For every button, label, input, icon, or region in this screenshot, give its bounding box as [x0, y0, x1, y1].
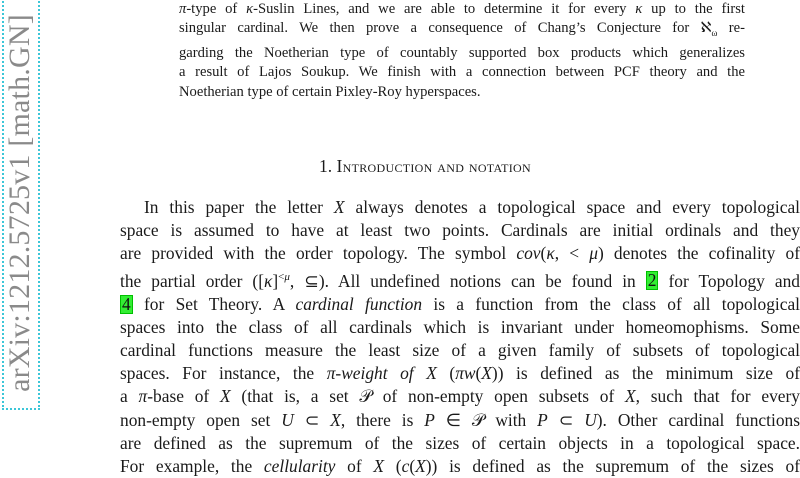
body-paragraph	[120, 196, 800, 478]
citation-link-4[interactable]: 4	[122, 293, 131, 314]
body-line: cardinal functions measure the least size of a given family of subsets of topological	[120, 340, 800, 361]
body-line: In this paper the letter X always denotes a topological space and every topological	[144, 197, 800, 217]
body-line: the partial order ($[\kappa]^{<\mu}$, ⊆). All undefined notions can be found in 2 for Topology and	[120, 270, 800, 291]
abstract-line: Noetherian type of certain Pixley-Roy hyperspaces.	[179, 83, 481, 100]
body-line: a π-base of X (that is, a set 𝒫 of non-empty open subsets of X, such that for every	[120, 386, 800, 407]
body-line: spaces. For instance, the π-weight of X (πw(X)) is defined as the minimum size of	[120, 363, 800, 384]
abstract-line: garding the Noetherian type of countably supported box products which generalizes	[179, 44, 745, 61]
abstract-line: a result of Lajos Soukup. We finish with a connection between PCF theory and the	[179, 64, 745, 81]
body-line: non-empty open set U ⊂ X, there is P ∈ 𝒫 with P ⊂ U). Other cardinal functions	[120, 409, 800, 430]
body-line: are defined as the supremum of the sizes of certain objects in a topological space.	[120, 432, 800, 453]
abstract	[179, 0, 745, 102]
section-number: 1.	[319, 156, 333, 176]
section-heading	[0, 156, 800, 177]
body-line: spaces into the class of all cardinals which is invariant under homeomophisms. Some	[120, 316, 800, 337]
body-line: space is assumed to have at least two points. Cardinals are initial ordinals and they	[120, 220, 800, 241]
body-line: For example, the cellularity of X (c(X)) is defined as the supremum of the sizes of	[120, 456, 800, 477]
abstract-line: singular cardinal. We then prove a consequence of Chang’s Conjecture for ℵ$_\omega$ re-	[179, 20, 745, 39]
body-line: 4 for Set Theory. A cardinal function is a function from the class of all topological	[122, 293, 800, 314]
citation-link-2[interactable]: 2	[647, 270, 657, 291]
section-title: Introduction and notation	[336, 156, 531, 176]
arxiv-identifier: arXiv:1212.5725v1 [math.GN]	[3, 14, 36, 392]
abstract-line: π-type of κ-Suslin Lines, and we are able to determine it for every κ up to the first	[179, 1, 745, 17]
body-line: are provided with the order topology. The symbol cov(κ, < μ) denotes the cofinality of	[120, 243, 800, 264]
